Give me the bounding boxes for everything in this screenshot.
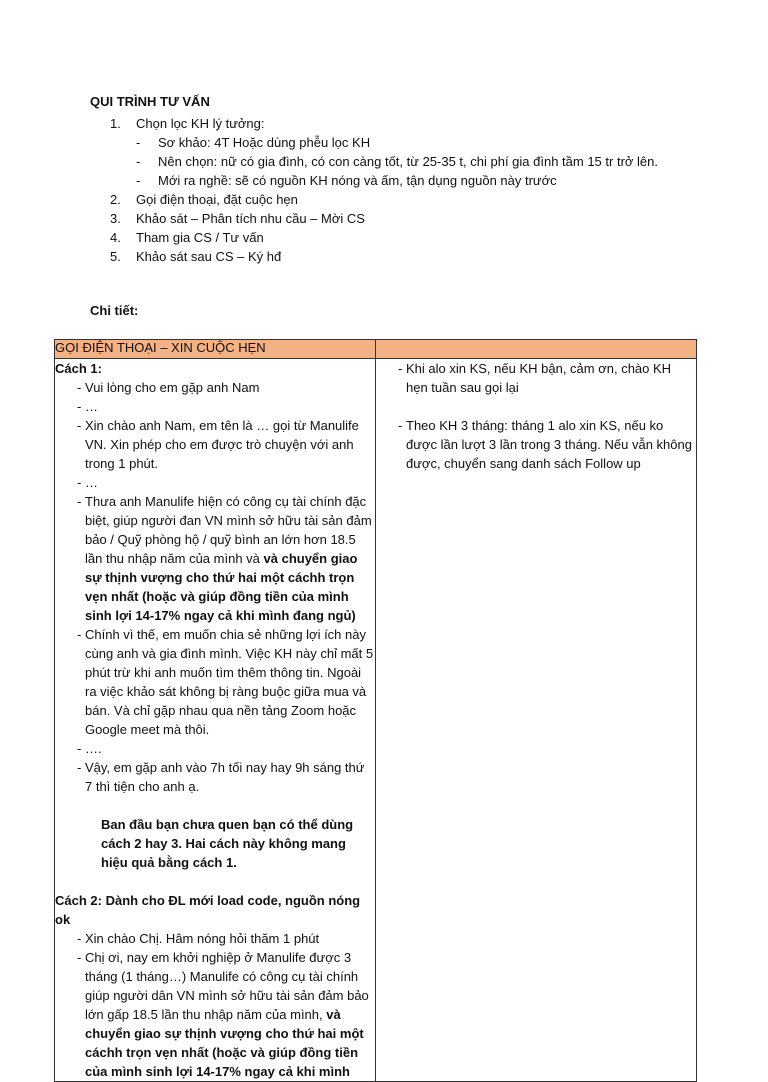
dash-bullet: - <box>398 361 403 376</box>
script-line-text: Xin chào anh Nam, em tên là … gọi từ Manulife VN. Xin phép cho em được trò chuyện với anh trong 1 phút. <box>85 418 359 471</box>
script-line-text: … <box>85 475 98 490</box>
note-text: Ban đầu bạn chưa quen bạn có thể dùng cách 2 hay 3. Hai cách này không mang hiệu quả bằng cách 1. <box>101 817 354 870</box>
step-1-sublist <box>136 133 670 190</box>
table-header-row <box>55 340 697 359</box>
note-item-text: Theo KH 3 tháng: tháng 1 alo xin KS, nếu ko được lần lượt 3 lần trong 3 tháng. Nếu vẫn không được, chuyển sang danh sách Follow up <box>406 418 692 471</box>
script-line <box>55 929 375 948</box>
note-item-text: Khi alo xin KS, nếu KH bận, cảm ơn, chào KH hẹn tuần sau gọi lại <box>406 361 672 395</box>
dash-bullet: - <box>77 741 82 756</box>
script-line-text: … <box>85 399 98 414</box>
script-table <box>54 339 697 1082</box>
sub-item-text: Mới ra nghề: sẽ có nguồn KH nóng và ấm, tận dụng nguồn này trước <box>158 173 557 188</box>
step-text: Khảo sát sau CS – Ký hđ <box>136 249 282 264</box>
dash-bullet: - <box>77 380 82 395</box>
script-line-emphasis: và chuyển giao sự thịnh vượng cho thứ hai một cáchh trọn vẹn nhất (hoặc và giúp đồng tiền của mình sinh lợi 14-17% ngay cả khi mình đang ngủ) <box>85 551 358 623</box>
table-header-right <box>376 340 697 359</box>
sub-item <box>136 152 670 171</box>
step-number: 1. <box>110 116 121 131</box>
process-steps-list <box>110 114 670 266</box>
script-line-text: …. <box>85 741 102 756</box>
step-item <box>110 247 670 266</box>
dash-bullet: - <box>398 418 403 433</box>
sub-item-text: Sơ khảo: 4T Hoặc dùng phễu lọc KH <box>158 135 371 150</box>
table-header-left: GỌI ĐIỆN THOẠI – XIN CUỘC HẸN <box>55 340 376 359</box>
step-item <box>110 114 670 133</box>
script-line-text: Xin chào Chị. Hâm nóng hỏi thăm 1 phút <box>85 931 320 946</box>
script-line <box>55 416 375 473</box>
dash-bullet: - <box>77 494 82 509</box>
step-text: Khảo sát – Phân tích nhu cầu – Mời CS <box>136 211 365 226</box>
notes-cell <box>376 359 697 1082</box>
dash-bullet: - <box>77 399 82 414</box>
script-line <box>55 378 375 397</box>
script-line-plain: Thưa anh Manulife hiện có công cụ tài chính đặc biệt, giúp người đan VN mình sở hữu tài sản đảm bảo / Quỹ phòng hộ / quỹ bình an lớn hơn 18.5 lần thu nhập năm của mình và <box>85 494 372 566</box>
step-text: Tham gia CS / Tư vấn <box>136 230 264 245</box>
script-line <box>55 492 375 625</box>
script-line <box>55 625 375 739</box>
script-line <box>55 758 375 796</box>
page-title: QUI TRÌNH TƯ VẤN <box>90 94 210 109</box>
table-body-row <box>55 359 697 1082</box>
script-line <box>55 739 375 758</box>
dash-bullet: - <box>136 135 141 150</box>
step-text: Gọi điện thoại, đặt cuộc hẹn <box>136 192 298 207</box>
script-line-text: Vậy, em gặp anh vào 7h tối nay hay 9h sáng thứ 7 thì tiện cho anh ạ. <box>85 760 365 794</box>
dash-bullet: - <box>77 931 82 946</box>
script-line <box>55 397 375 416</box>
script-line-text: Vui lòng cho em gặp anh Nam <box>85 380 260 395</box>
step-item <box>110 190 670 209</box>
note-item <box>376 359 696 397</box>
script-line <box>55 473 375 492</box>
script-line-text <box>85 492 375 625</box>
sub-item <box>136 171 670 190</box>
cach-1-title: Cách 1: <box>55 361 102 376</box>
spacer <box>55 872 375 891</box>
detail-label: Chi tiết: <box>90 303 139 318</box>
dash-bullet: - <box>77 627 82 642</box>
dash-bullet: - <box>77 760 82 775</box>
step-number: 3. <box>110 211 121 226</box>
step-number: 2. <box>110 192 121 207</box>
cach-2-title: Cách 2: Dành cho ĐL mới load code, nguồn nóng ok <box>55 893 361 927</box>
script-line-text: Chính vì thế, em muốn chia sẻ những lợi ích này cùng anh và gia đình mình. Việc KH này chỉ mất 5 phút trừ khi anh muốn tìm thêm thông tin. Ngoài ra việc khảo sát không bị ràng buộc giữa mua và bán. Và chỉ gặp nhau qua nền tảng Zoom hoặc Google meet mà thôi. <box>85 627 374 737</box>
script-line-emphasis: và chuyển giao sự thịnh vượng cho thứ hai một cáchh trọn vẹn nhất (hoặc và giúp đồng tiền của mình sinh lợi 14-17% ngay cả khi mình <box>85 1007 364 1079</box>
step-text: Chọn lọc KH lý tưởng: <box>136 116 265 131</box>
dash-bullet: - <box>77 950 82 965</box>
dash-bullet: - <box>77 475 82 490</box>
dash-bullet: - <box>136 173 141 188</box>
spacer <box>376 397 696 416</box>
script-line-text <box>85 948 375 1081</box>
step-number: 5. <box>110 249 121 264</box>
step-number: 4. <box>110 230 121 245</box>
sub-item <box>136 133 670 152</box>
spacer <box>55 796 375 815</box>
script-line <box>55 948 375 1081</box>
dash-bullet: - <box>77 418 82 433</box>
sub-item-text: Nên chọn: nữ có gia đình, có con càng tốt, từ 25-35 t, chi phí gia đình tầm 15 tr trở lên. <box>158 154 658 169</box>
step-item <box>110 209 670 228</box>
step-item <box>110 228 670 247</box>
script-line-plain: Chị ơi, nay em khởi nghiệp ở Manulife được 3 tháng (1 tháng…) Manulife có công cụ tài chính giúp người dân VN mình sở hữu tài sản đảm bảo lớn gấp 18.5 lần thu nhập năm của mình, <box>85 950 369 1022</box>
script-cell <box>55 359 376 1082</box>
note-item <box>376 416 696 473</box>
dash-bullet: - <box>136 154 141 169</box>
